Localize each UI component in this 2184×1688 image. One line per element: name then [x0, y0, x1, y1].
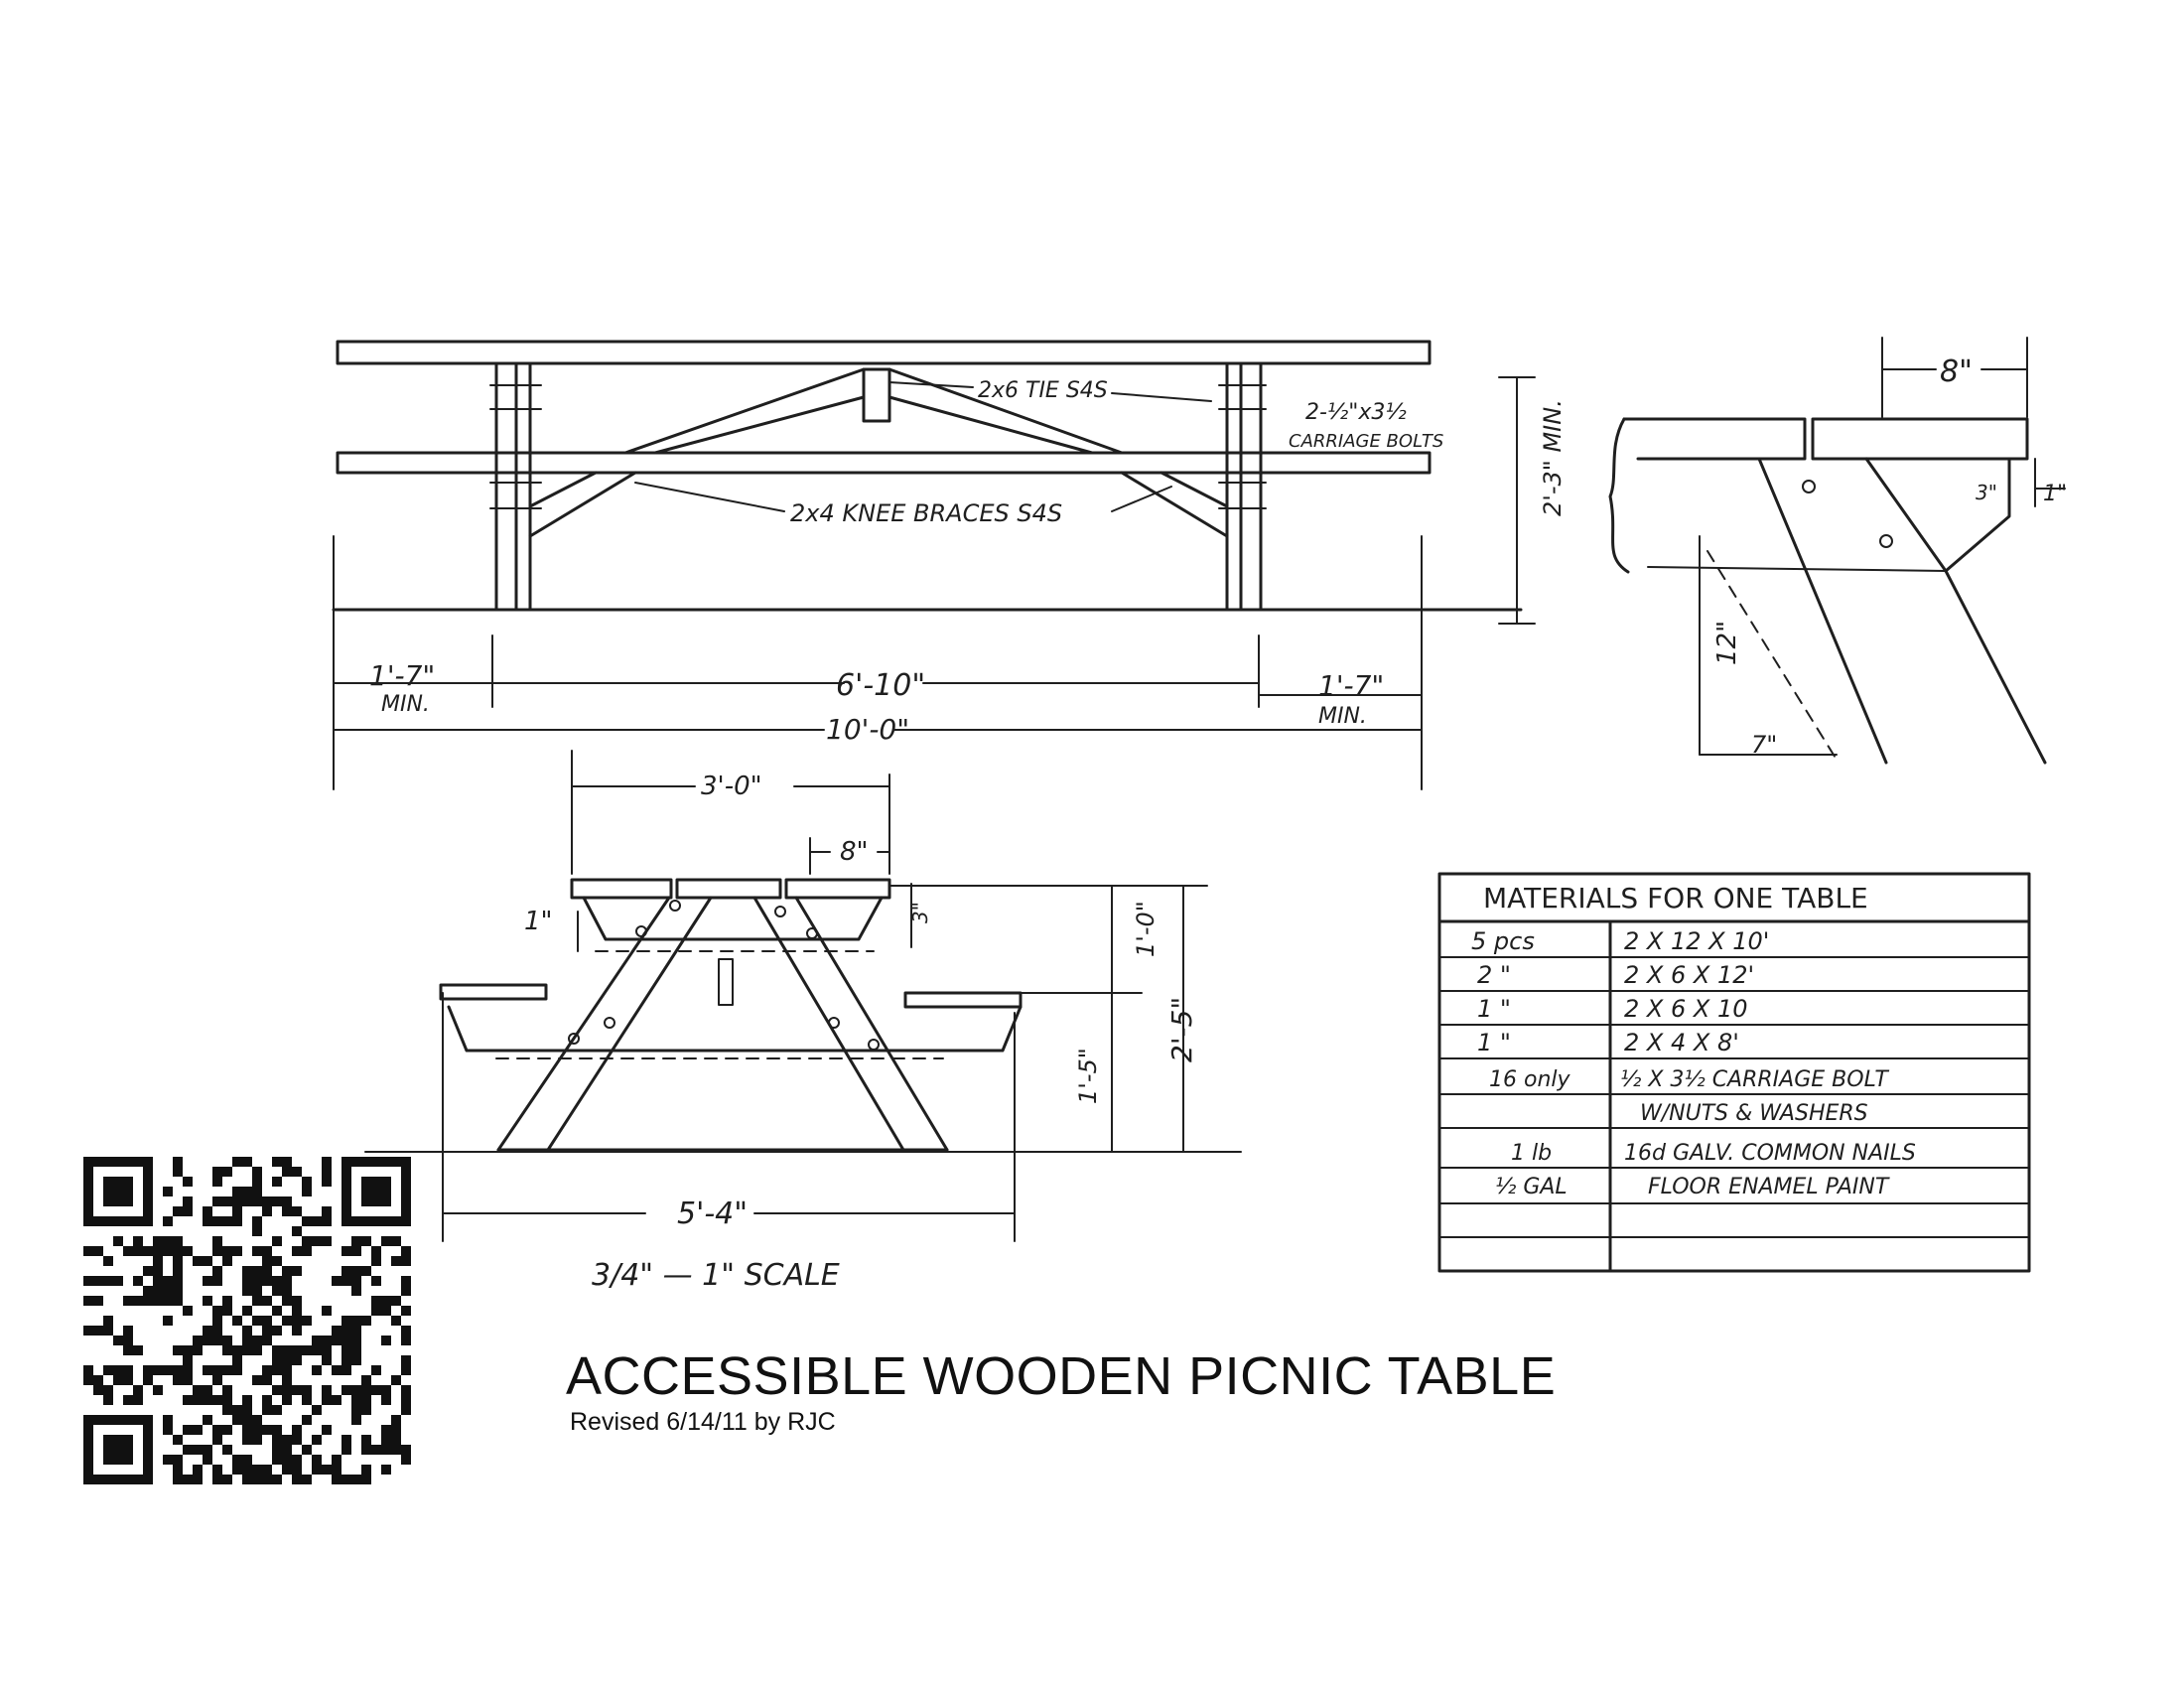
- material-qty: 2 ": [1477, 961, 1511, 989]
- materials-header: MATERIALS FOR ONE TABLE: [1483, 882, 1868, 914]
- leader-lines: [635, 382, 1211, 511]
- end-dim-lines: [443, 751, 1207, 1241]
- page-title: ACCESSIBLE WOODEN PICNIC TABLE: [566, 1346, 1557, 1406]
- revision-note: Revised 6/14/11 by RJC: [570, 1408, 836, 1436]
- height-dimension: [1499, 377, 1535, 624]
- seat-board: [338, 453, 1430, 473]
- detail-dim-3: 3": [1976, 481, 1997, 504]
- table-top-board: [338, 342, 1430, 363]
- end-top-board-3: [786, 880, 889, 898]
- end-center-post: [719, 959, 733, 1005]
- material-item: FLOOR ENAMEL PAINT: [1648, 1175, 1889, 1199]
- material-qty: 1 ": [1477, 995, 1511, 1023]
- right-leg-inner: [1227, 363, 1241, 610]
- detail-cleat: [1946, 459, 2009, 571]
- end-left-seat: [441, 985, 546, 999]
- detail-dim-lines: [1882, 338, 2068, 516]
- left-leg-inner: [516, 363, 530, 610]
- knee-label: 2x4 KNEE BRACES S4S: [790, 499, 1063, 527]
- end-dim-1-5: 1'-5": [1074, 1048, 1102, 1104]
- height-dim-label: 2'-3" MIN.: [1539, 399, 1567, 516]
- end-dim-1: 1": [524, 907, 553, 936]
- material-item: ½ X 3½ CARRIAGE BOLT: [1620, 1067, 1888, 1092]
- detail-ground: [1648, 567, 1946, 571]
- material-qty: 1 ": [1477, 1029, 1511, 1056]
- end-right-seat: [905, 993, 1021, 1007]
- material-item: 2 X 6 X 12': [1624, 961, 1755, 989]
- dim-left-min: MIN.: [381, 692, 430, 717]
- detail-dim-top: 8": [1940, 354, 1973, 389]
- materials-table: [1439, 874, 2029, 1271]
- detail-dim-7: 7": [1751, 731, 1778, 759]
- end-top-board-2: [677, 880, 780, 898]
- side-elevation-view: [334, 342, 1567, 789]
- material-qty: ½ GAL: [1495, 1175, 1568, 1199]
- end-top-board-1: [572, 880, 671, 898]
- tie-label: 2x6 TIE S4S: [978, 378, 1108, 403]
- end-dim-1-0: 1'-0": [1132, 901, 1160, 957]
- end-seat-cleat: [449, 1007, 1021, 1051]
- material-item: 2 X 4 X 8': [1624, 1029, 1739, 1056]
- detail-view: [1610, 338, 2067, 763]
- dim-right-min: MIN.: [1318, 704, 1367, 729]
- materials-rows: [1471, 927, 1916, 1199]
- dim-mid: 6'-10": [836, 668, 926, 703]
- center-tie: [864, 369, 889, 421]
- material-item: 2 X 12 X 10': [1624, 927, 1770, 955]
- end-leg-b2: [796, 898, 947, 1150]
- end-top-cleat: [584, 898, 882, 939]
- detail-bolt-2: [1880, 535, 1892, 547]
- detail-leg-right: [1866, 459, 2045, 763]
- end-elevation-view: [365, 751, 1241, 1293]
- end-dim-base: 5'-4": [677, 1196, 749, 1231]
- left-leg: [496, 363, 516, 610]
- scale-label: 3/4" — 1" SCALE: [592, 1258, 840, 1293]
- end-dim-top: 3'-0": [701, 772, 762, 801]
- material-item: W/NUTS & WASHERS: [1640, 1101, 1868, 1126]
- detail-left-board: [1624, 419, 1805, 459]
- material-qty: 1 lb: [1511, 1141, 1553, 1166]
- dim-left: 1'-7": [369, 659, 436, 692]
- end-dim-board: 8": [840, 837, 869, 867]
- material-qty: 5 pcs: [1471, 927, 1535, 955]
- detail-break-line: [1610, 419, 1628, 572]
- end-dim-3: 3": [908, 902, 932, 923]
- bolts-label-1: 2-½"x3½: [1305, 400, 1407, 425]
- detail-dim-12: 12": [1712, 620, 1742, 665]
- qr-code-icon: [83, 1157, 411, 1484]
- end-dim-2-5: 2'-5": [1165, 996, 1198, 1062]
- detail-leg-left: [1759, 459, 1886, 763]
- right-leg: [1241, 363, 1261, 610]
- bolts-label-2: CARRIAGE BOLTS: [1289, 431, 1444, 452]
- detail-bolt-1: [1803, 481, 1815, 492]
- detail-dim-1: 1": [2043, 482, 2068, 506]
- detail-right-board: [1813, 419, 2027, 459]
- material-qty: 16 only: [1489, 1067, 1570, 1092]
- dim-total: 10'-0": [826, 713, 910, 746]
- dim-right: 1'-7": [1318, 669, 1385, 702]
- end-leg-a2: [548, 898, 711, 1150]
- material-item: 16d GALV. COMMON NAILS: [1624, 1141, 1916, 1166]
- material-item: 2 X 6 X 10: [1624, 995, 1748, 1023]
